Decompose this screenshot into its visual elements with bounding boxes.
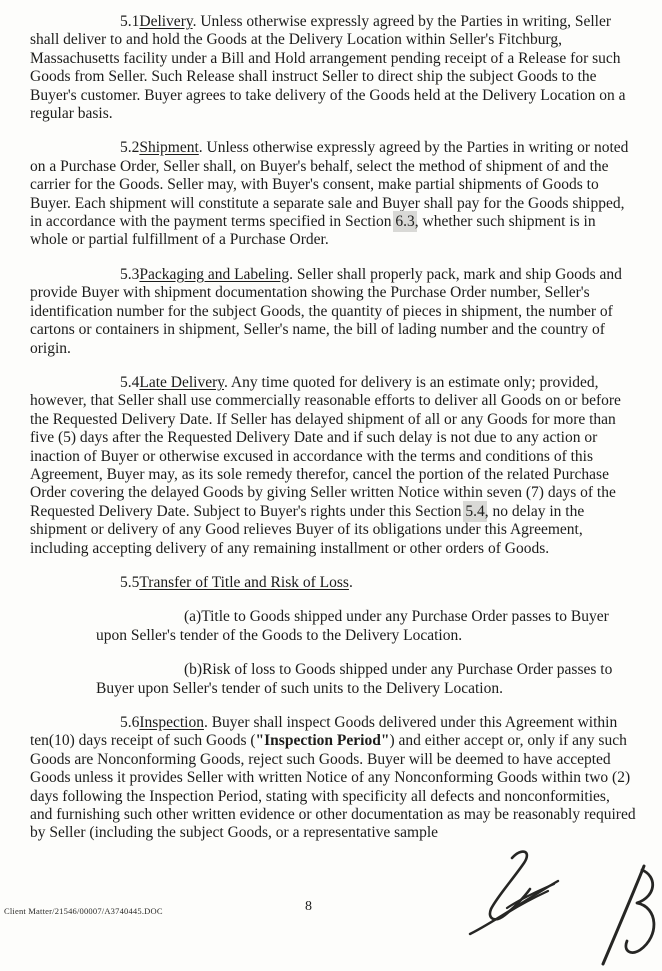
section-cross-reference: 6.3 — [395, 213, 415, 231]
section-body: . Any time quoted for delivery is an estimate only; provided, however, that Seller shall use commercially reasonable efforts to deliver all Goods on or before the Requested Delivery Date. If Seller has delayed shipment of all or any Goods for more than five (5) days after the Requested Delivery Date and if such delay is not due to any action or inaction of Buyer or otherwise excused in accordance with the terms and conditions of this Agreement, Buyer may, as its sole remedy therefor, cancel the portion of the related Purchase Order covering the delayed Goods by giving Seller written Notice within seven (7) days of the Requested Delivery Date. Subject to Buyer's rights under this Section 5.4, no delay in the shipment or delivery of any Good relieves Buyer of its obligations under this Agreement, including accepting delivery of any remaining installment or other orders of Goods. — [30, 373, 621, 557]
section-body: . Unless otherwise expressly agreed by the Parties in writing or noted on a Purchase Order, Seller shall, on Buyer's behalf, select the method of shipment of and the carrier for the Goods. Seller may, with Buyer's consent, make partial shipments of Goods to Buyer. Each shipment will constitute a separate sale and Buyer shall pay for the Goods shipped, in accordance with the payment terms specified in Section 6.3, whether such shipment is in whole or partial fulfillment of a Purchase Order. — [30, 139, 629, 249]
contract-section-5.1 — [30, 13, 636, 123]
section-cross-reference: 5.4 — [465, 502, 485, 520]
contract-section-5.5 — [30, 574, 636, 592]
section-body: . Seller shall properly pack, mark and ship Goods and provide Buyer with shipment documentation showing the Purchase Order number, Seller's identification number for the subject Goods, the quantity of pieces in shipment, the number of cartons or containers in shipment, Seller's name, the bill of lading number and the country of origin. — [30, 265, 622, 357]
section-body: . Unless otherwise expressly agreed by the Parties in writing, Seller shall deliver to and hold the Goods at the Delivery Location within Seller's Fitchburg, Massachusetts facility under a Bill and Hold arrangement pending receipt of a Release for such Goods from Seller. Such Release shall instruct Seller to direct ship the subject Goods to the Buyer's customer. Buyer agrees to take delivery of the Goods held at the Delivery Location on a regular basis. — [30, 13, 626, 123]
signature-initials-left — [462, 846, 574, 942]
contract-section-5.3 — [30, 266, 636, 358]
subsection-a — [96, 608, 636, 645]
subsection-b — [96, 661, 636, 698]
contract-section-5.2 — [30, 139, 636, 249]
subsection-text: Risk of loss to Goods shipped under any Purchase Order passes to Buyer upon Seller's tender of such units to the Delivery Location. — [96, 661, 613, 697]
subsection-text: Title to Goods shipped under any Purchase Order passes to Buyer upon Seller's tender of the Goods to the Delivery Location. — [96, 608, 609, 644]
page-number: 8 — [305, 899, 312, 914]
subsection-label: (a) — [184, 608, 202, 626]
section-heading: Packaging and Labeling — [139, 265, 290, 283]
section-number: 5.2 — [120, 139, 140, 157]
section-number: 5.4 — [120, 373, 140, 391]
defined-term: "Inspection Period" — [255, 732, 390, 750]
section-heading: Transfer of Title and Risk of Loss — [139, 573, 349, 591]
section-number: 5.3 — [120, 265, 140, 283]
signature-initials-right — [592, 858, 662, 970]
subsection-label: (b) — [184, 661, 203, 679]
contract-section-5.6 — [30, 714, 636, 843]
section-heading: Delivery — [139, 13, 193, 30]
footer-document-id: Client Matter/21546/00007/A3740445.DOC — [4, 906, 163, 916]
section-heading: Inspection — [139, 714, 204, 731]
section-number: 5.5 — [120, 573, 140, 591]
section-body: . — [348, 573, 353, 591]
section-number: 5.1 — [120, 13, 140, 30]
section-body: . Buyer shall inspect Goods delivered under this Agreement within ten(10) days receipt of such Goods ("Inspection Period") and either accept or, only if any such Goods are Nonconforming Goods, reject such Goods. Buyer will be deemed to have accepted Goods unless it provides Seller with written Notice of any Nonconforming Goods within two (2) days following the Inspection Period, stating with specificity all defects and nonconformities, and furnishing such other written evidence or other documentation as may be reasonably required by Seller (including the subject Goods, or a representative sample — [30, 714, 636, 842]
section-heading: Shipment — [139, 139, 199, 157]
section-heading: Late Delivery — [139, 373, 225, 391]
contract-section-5.4 — [30, 374, 636, 558]
section-number: 5.6 — [120, 714, 140, 731]
